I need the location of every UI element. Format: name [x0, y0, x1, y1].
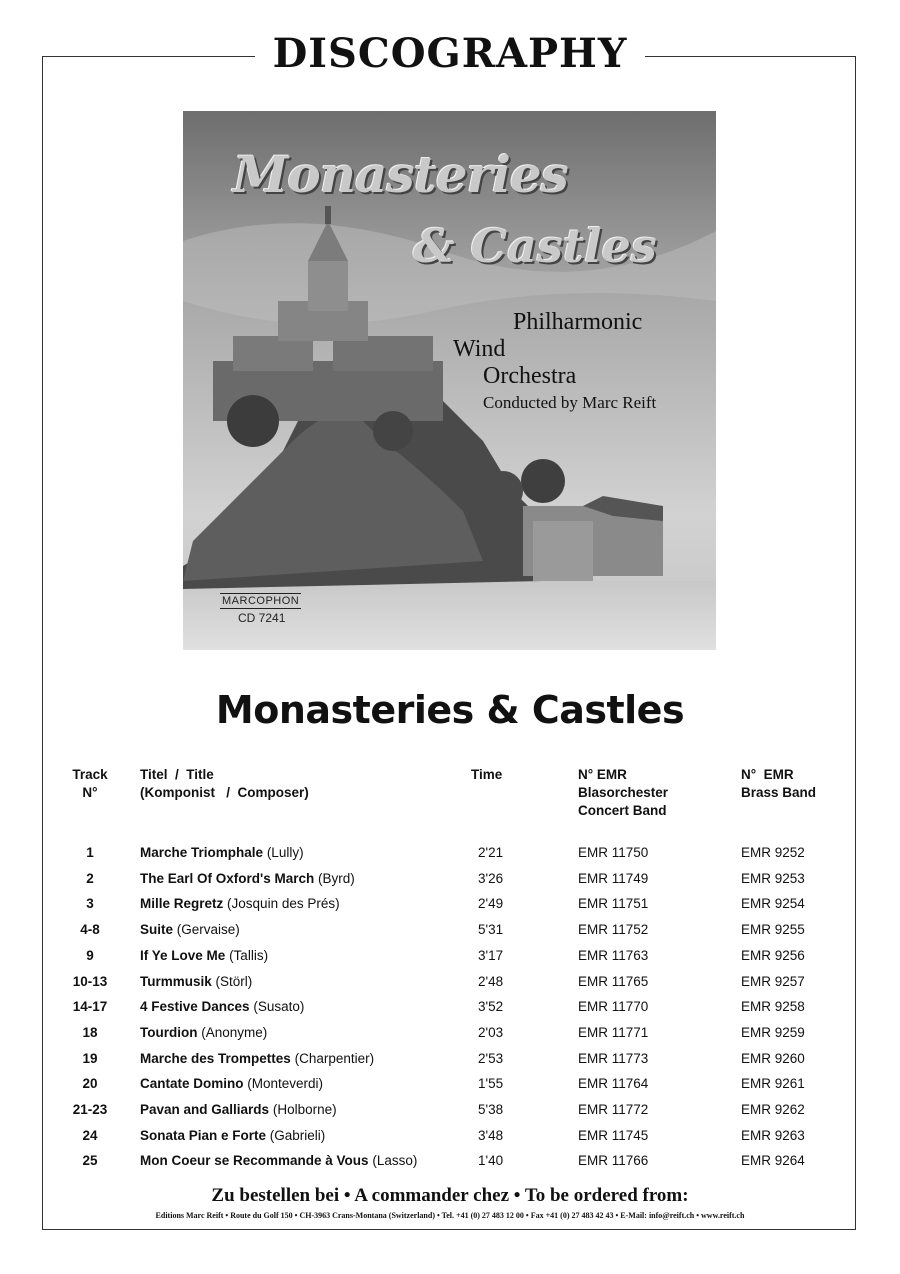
emr-concert-number: EMR 11763 [578, 947, 649, 963]
track-composer: (Monteverdi) [247, 1076, 324, 1092]
orchestra-name [453, 309, 643, 390]
track-title: Mon Coeur se Recommande à Vous [140, 1153, 369, 1169]
track-title-cell [140, 845, 304, 860]
emr-brass-number: EMR 9256 [741, 947, 805, 963]
track-composer: (Gervaise) [176, 922, 240, 938]
cover-title-line2: & Castles [413, 219, 657, 273]
table-row [0, 1153, 900, 1177]
emr-concert-number: EMR 11750 [578, 845, 649, 860]
track-title-cell [140, 999, 304, 1014]
track-title: Cantate Domino [140, 1076, 244, 1092]
header-emr2-line1: N° EMR [741, 767, 794, 782]
emr-brass-number: EMR 9254 [741, 896, 805, 912]
header-title [140, 766, 309, 802]
table-row [0, 1025, 900, 1049]
track-title: Marche Triomphale [140, 845, 264, 860]
header-time: Time [471, 767, 503, 782]
track-title-cell [140, 948, 268, 963]
track-title-cell [140, 1051, 374, 1066]
track-title: 4 Festive Dances [140, 999, 250, 1015]
track-composer: (Lasso) [372, 1153, 418, 1169]
track-number: 21-23 [72, 1102, 108, 1117]
track-title-cell [140, 896, 340, 911]
heading-text: DISCOGRAPHY [255, 30, 646, 77]
table-row [0, 999, 900, 1023]
track-title: Turmmusik [140, 973, 212, 989]
emr-brass-number: EMR 9253 [741, 870, 805, 886]
emr-brass-number: EMR 9258 [741, 999, 805, 1015]
publisher-address: Editions Marc Reift • Route du Golf 150 • CH-3963 Crans-Montana (Switzerland) • Tel. +41 (0) 27 483 12 00 • Fax +41 (0) 27 483 42 43 • E-Mail: info@reift.ch • www.reift.ch [155, 1211, 745, 1220]
track-time: 3'17 [478, 947, 504, 963]
track-time: 3'26 [478, 870, 504, 886]
table-row [0, 896, 900, 920]
table-row [0, 1128, 900, 1152]
cd-number: CD 7241 [238, 611, 286, 625]
emr-concert-number: EMR 11773 [578, 1050, 649, 1066]
emr-brass-number: EMR 9255 [741, 922, 805, 938]
track-number: 20 [82, 1076, 98, 1092]
table-row [0, 871, 900, 895]
track-composer: (Charpentier) [294, 1050, 375, 1066]
track-time: 5'38 [478, 1102, 504, 1117]
table-row [0, 948, 900, 972]
emr-concert-number: EMR 11770 [578, 999, 649, 1015]
emr-concert-number: EMR 11764 [578, 1076, 649, 1092]
conductor-credit: Conducted by Marc Reift [483, 393, 657, 412]
order-line: Zu bestellen bei • A commander chez • To be ordered from: [211, 1185, 689, 1206]
track-number: 19 [82, 1050, 98, 1066]
track-title-cell [140, 871, 355, 886]
header-track-line2: N° [82, 785, 98, 800]
discography-heading [0, 30, 900, 77]
track-title: Marche des Trompettes [140, 1050, 291, 1066]
emr-concert-number: EMR 11752 [578, 922, 649, 938]
track-title: If Ye Love Me [140, 947, 226, 963]
emr-concert-number: EMR 11772 [578, 1102, 649, 1117]
track-composer: (Lully) [266, 845, 304, 860]
emr-concert-number: EMR 11765 [578, 973, 649, 989]
track-time: 1'55 [478, 1076, 504, 1092]
track-composer: (Gabrieli) [269, 1127, 326, 1143]
track-time: 2'21 [478, 845, 504, 860]
track-number: 24 [82, 1127, 98, 1143]
track-time: 1'40 [478, 1153, 504, 1169]
track-title-cell [140, 974, 252, 989]
track-number: 4-8 [80, 922, 100, 938]
track-title-cell [140, 1025, 267, 1040]
header-emr1-line2: Blasorchester [578, 785, 669, 800]
track-title-cell [140, 1076, 323, 1091]
track-title: Tourdion [140, 1024, 198, 1040]
header-emr1-line1: N° EMR [578, 767, 627, 782]
header-emr-brass [741, 766, 816, 802]
track-composer: (Holborne) [272, 1102, 337, 1117]
track-number: 25 [82, 1153, 98, 1169]
track-time: 5'31 [478, 922, 504, 938]
track-number: 14-17 [72, 999, 108, 1015]
track-title: Pavan and Galliards [140, 1102, 270, 1117]
emr-concert-number: EMR 11771 [578, 1024, 649, 1040]
track-title: Mille Regretz [140, 896, 224, 912]
emr-brass-number: EMR 9260 [741, 1050, 805, 1066]
track-title-cell [140, 1128, 325, 1143]
emr-brass-number: EMR 9252 [741, 845, 805, 860]
emr-brass-number: EMR 9259 [741, 1024, 805, 1040]
emr-brass-number: EMR 9263 [741, 1127, 805, 1143]
table-row [0, 974, 900, 998]
header-title-line1: Titel / Title [140, 767, 214, 782]
table-row [0, 1102, 900, 1126]
track-composer: (Anonyme) [201, 1024, 268, 1040]
track-number: 18 [82, 1024, 98, 1040]
track-title-cell [140, 922, 240, 937]
orchestra-line1: Philharmonic [513, 309, 643, 335]
emr-brass-number: EMR 9257 [741, 973, 805, 989]
table-row [0, 845, 900, 869]
track-composer: (Josquin des Prés) [227, 896, 340, 912]
emr-brass-number: EMR 9261 [741, 1076, 805, 1092]
emr-concert-number: EMR 11745 [578, 1127, 649, 1143]
emr-concert-number: EMR 11766 [578, 1153, 649, 1169]
header-emr2-line2: Brass Band [741, 785, 817, 800]
track-time: 3'48 [478, 1127, 504, 1143]
track-composer: (Tallis) [229, 947, 269, 963]
track-title: The Earl Of Oxford's March [140, 870, 315, 886]
orchestra-line2: Wind [453, 336, 506, 362]
album-title: Monasteries & Castles [215, 688, 685, 732]
track-time: 3'52 [478, 999, 504, 1015]
track-title: Suite [140, 922, 174, 938]
track-number: 1 [86, 845, 94, 860]
table-row [0, 1076, 900, 1100]
track-composer: (Susato) [253, 999, 305, 1015]
track-composer: (Byrd) [318, 870, 355, 886]
header-track-line1: Track [72, 767, 108, 782]
record-label-logo: MARCOPHON [222, 595, 300, 607]
track-title: Sonata Pian e Forte [140, 1127, 267, 1143]
emr-brass-number: EMR 9262 [741, 1102, 805, 1117]
track-number: 9 [86, 947, 94, 963]
track-composer: (Störl) [215, 973, 253, 989]
table-row [0, 1051, 900, 1075]
table-row [0, 922, 900, 946]
album-cover [183, 111, 716, 650]
track-title-cell [140, 1102, 337, 1117]
header-emr1-line3: Concert Band [578, 803, 667, 818]
track-title-cell [140, 1153, 417, 1168]
track-time: 2'03 [478, 1024, 504, 1040]
emr-brass-number: EMR 9264 [741, 1153, 805, 1169]
emr-concert-number: EMR 11751 [578, 896, 649, 912]
header-track [68, 766, 112, 802]
track-number: 10-13 [72, 973, 108, 989]
track-number: 2 [86, 870, 94, 886]
orchestra-line3: Orchestra [483, 363, 577, 389]
header-emr-concert [578, 766, 668, 820]
track-time: 2'53 [478, 1050, 504, 1066]
header-title-line2: (Komponist / Composer) [140, 785, 309, 800]
track-time: 2'49 [478, 896, 504, 912]
emr-concert-number: EMR 11749 [578, 870, 649, 886]
track-time: 2'48 [478, 973, 504, 989]
track-number: 3 [86, 896, 94, 912]
cover-title-line1: Monasteries [233, 145, 568, 204]
